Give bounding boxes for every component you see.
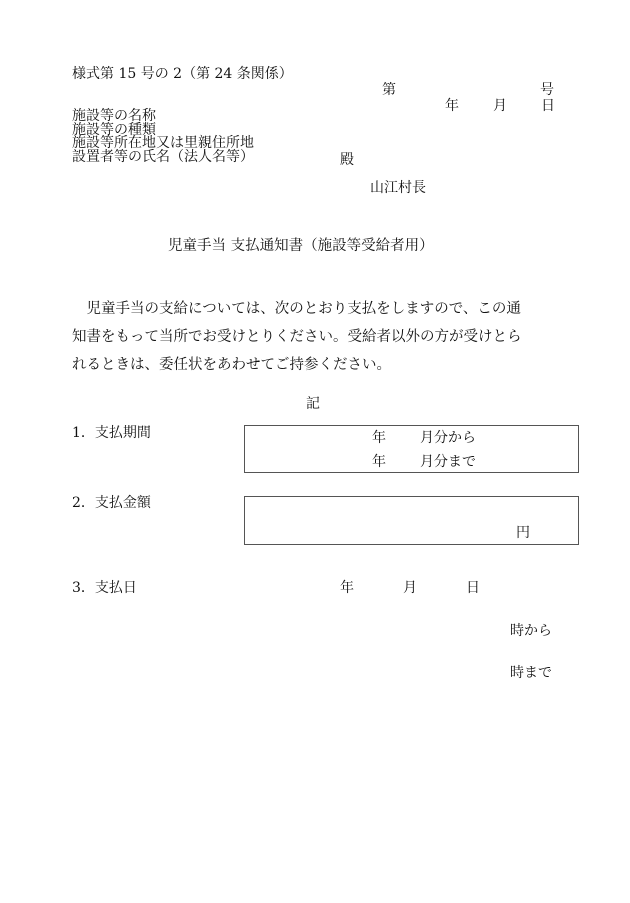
- facility-type-label: 施設等の種類: [72, 121, 156, 138]
- period-from-year: 年: [372, 430, 386, 446]
- amount-unit-yen: 円: [516, 525, 530, 541]
- payment-date-day: 日: [466, 580, 480, 596]
- period-to-year: 年: [372, 454, 386, 470]
- payment-date-month: 月: [403, 580, 417, 596]
- facility-label-list: [72, 110, 254, 164]
- facility-address-label: 施設等所在地又は里親住所地: [72, 135, 254, 151]
- payment-amount-label: 2．支払金額: [72, 495, 151, 511]
- payment-time-from: 時から: [510, 623, 552, 639]
- body-line: 児童手当の支給については、次のとおり支払をしますので、この通: [72, 301, 521, 317]
- document-title: 児童手当 支払通知書（施設等受給者用）: [168, 238, 434, 254]
- issuer-name: 山江村長: [370, 180, 426, 196]
- reference-dai: 第: [382, 82, 396, 98]
- payment-time-to: 時まで: [510, 665, 552, 681]
- payment-date-year: 年: [340, 580, 354, 596]
- honorific-dono: 殿: [340, 152, 354, 168]
- reference-go: 号: [540, 82, 554, 98]
- issue-date-year: 年: [445, 98, 459, 114]
- payment-period-box: [244, 425, 579, 473]
- payment-period-label: 1．支払期間: [72, 425, 151, 441]
- body-paragraph: [72, 295, 562, 379]
- issue-date-month: 月: [493, 98, 507, 114]
- period-to-text: 月分まで: [420, 454, 476, 470]
- form-number: 様式第 15 号の 2（第 24 条関係）: [72, 66, 293, 82]
- payment-amount-box: [244, 496, 579, 545]
- issue-date-day: 日: [541, 98, 555, 114]
- ki-heading: 記: [306, 396, 320, 412]
- body-line: れるときは、委任状をあわせてご持参ください。: [72, 357, 391, 373]
- payment-date-label: 3．支払日: [72, 580, 137, 596]
- period-from-text: 月分から: [420, 430, 476, 446]
- facility-name-label: 施設等の名称: [72, 108, 156, 124]
- founder-name-label: 設置者等の氏名（法人名等）: [72, 148, 254, 165]
- body-line: 知書をもって当所でお受けとりください。受給者以外の方が受けとら: [72, 329, 522, 345]
